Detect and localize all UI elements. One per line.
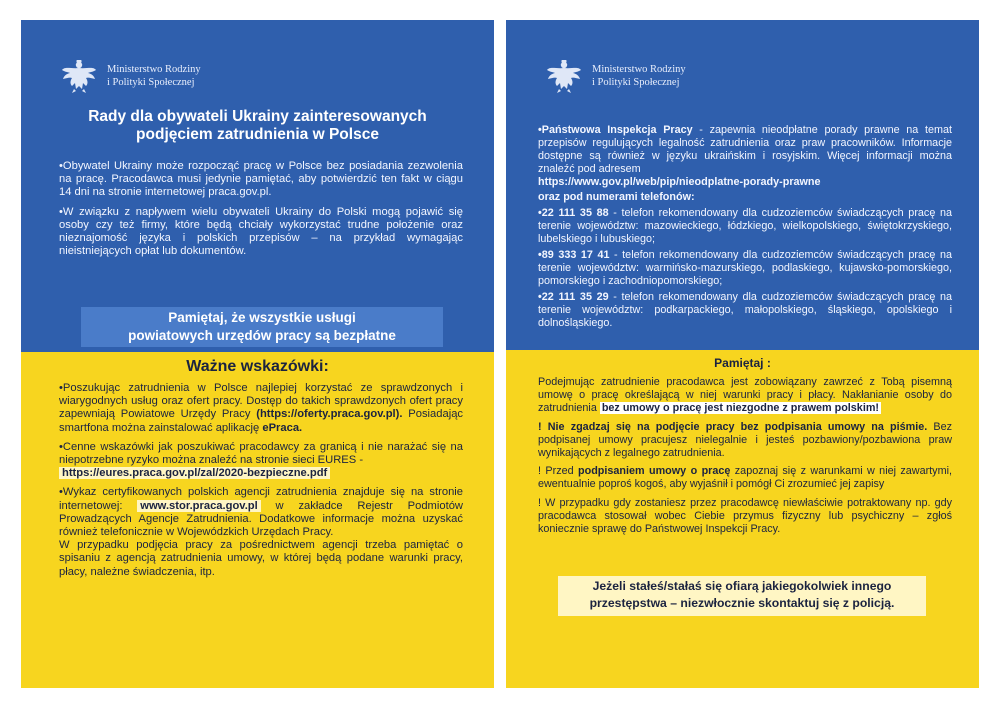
phone-number-3[interactable]: •22 111 35 29 — [538, 290, 609, 303]
intro-paragraph-1: •Obywatel Ukrainy może rozpocząć pracę w Polsce bez posiadania zezwolenia na pracę. Pracodawca musi jedynie pamiętać, aby potwierdzić ten fakt w ciągu 14 dni na stronie internetowej praca.gov.pl. — [59, 160, 463, 199]
blue-section — [21, 20, 494, 352]
phone-entry-3 — [538, 291, 952, 330]
pip-description: - zapewnia nieodpłatne porady prawne na temat przepisów regulujących legalność zatrudnienia oraz praw pracowników. Informacje dostępne są również w języku ukraińskim i rosyjskim. Więcej informacji można znaleźć pod adresem — [538, 124, 952, 175]
remember-2-text: Bez podpisanej umowy pracujesz nielegalnie i jesteś pozbawiony/pozbawiona praw wynikających z legalnego zatrudnienia. — [538, 420, 952, 459]
tip-3-text: •Wykaz certyfikowanych polskich agencji zatrudnienia znajduje się na stronie internetowej: — [59, 486, 463, 512]
title-line-1: Rady dla obywateli Ukrainy zainteresowanych — [88, 108, 427, 125]
ministry-line-1: Ministerstwo Rodziny — [107, 64, 201, 75]
right-leaflet-panel — [506, 20, 979, 688]
remember-text — [538, 376, 952, 542]
ministry-logo — [544, 56, 686, 96]
phone-number-1[interactable]: •22 111 35 88 — [538, 207, 609, 220]
remember-paragraph-2 — [538, 421, 952, 460]
remember-paragraph-3 — [538, 465, 952, 491]
tip-1-text-2: Posiadając smartfona można zainstalować aplikację — [59, 408, 464, 434]
phone-number-2[interactable]: •89 333 17 41 — [538, 249, 610, 262]
remember-2-bold: ! Nie zgadzaj się na podjęcie pracy bez podpisania umowy na piśmie. — [538, 420, 928, 433]
ministry-line-2: i Polityki Społecznej — [107, 77, 195, 88]
tips-text — [59, 382, 463, 585]
intro-paragraph-2: •W związku z napływem wielu obywateli Ukrainy do Polski mogą pojawić się osoby czy też firmy, które będą chciały wykorzystać trudne położenie oraz nieznajomość języka i polskich przepisów – na przykład wymagając nieistniejących opłat lub dokumentów. — [59, 205, 463, 258]
phone-3-description: - telefon rekomendowany dla cudzoziemców świadczących pracę na terenie województw: podkarpackiego, małopolskiego, śląskiego, opolskiego i dolnośląskiego. — [538, 290, 952, 329]
pip-name: •Państwowa Inspekcja Pracy — [538, 124, 693, 136]
pip-text — [538, 124, 952, 330]
remember-1-bold: bez umowy o pracę jest niezgodne z prawem polskim! — [601, 401, 880, 414]
notice-line-1: Pamiętaj, że wszystkie usługi — [168, 310, 356, 325]
left-leaflet-panel — [21, 20, 494, 688]
phone-entry-2 — [538, 249, 952, 288]
ministry-line-1: Ministerstwo Rodziny — [592, 64, 686, 75]
tip-1-text: •Poszukując zatrudnienia w Polsce najlepiej korzystać ze sprawdzonych i wiarygodnych usług oraz ofert pracy. Dostęp do takich sprawdzonych ofert pracy zapewniają Powiatowe Urzędy Pracy — [59, 382, 463, 421]
tip-3-text-2: w zakładce Rejestr Podmiotów Prowadzących Agencje Zatrudnienia. Dodatkowe informacje można uzyskać również telefonicznie w Wojewódzkich Urzędach Pracy. — [59, 499, 463, 539]
title-line-2: podjęciem zatrudnienia w Polsce — [136, 126, 379, 143]
tip-paragraph-3 — [59, 486, 463, 539]
polish-eagle-icon — [59, 56, 99, 96]
police-line-2: przestępstwa – niezwłocznie skontaktuj się z policją. — [589, 596, 895, 610]
ministry-name — [107, 63, 201, 89]
police-notice — [558, 576, 926, 616]
remember-3-bold: podpisaniem umowy o pracę — [578, 465, 731, 478]
pip-url-link[interactable]: https://www.gov.pl/web/pip/nieodplatne-porady-prawne — [538, 175, 821, 188]
phone-1-description: - telefon rekomendowany dla cudzoziemców świadczących pracę na terenie województw: mazowieckiego, łódzkiego, wielkopolskiego, świętokrzyskiego, lubelskiego i lubuskiego; — [538, 207, 952, 246]
intro-text — [59, 160, 463, 264]
epraca-app-name: ePraca. — [262, 421, 303, 434]
notice-line-2: powiatowych urzędów pracy są bezpłatne — [128, 328, 396, 343]
page-title — [41, 108, 474, 144]
phone-entry-1 — [538, 207, 952, 246]
free-services-notice — [81, 307, 443, 347]
remember-1-text: Podejmując zatrudnienie pracodawca jest zobowiązany zawrzeć z Tobą pisemną umowę o pracę określającą w niej warunki pracy i płacy. Nakłanianie osoby do zatrudnienia — [538, 376, 952, 414]
ministry-line-2: i Polityki Społecznej — [592, 77, 680, 88]
police-line-1: Jeżeli stałeś/stałaś się ofiarą jakiegokolwiek innego — [592, 579, 892, 593]
tip-paragraph-4: W przypadku podjęcia pracy za pośrednictwem agencji trzeba pamiętać o spisaniu z agencją zatrudnienia umowy, w której będą podane warunki pracy, płacy, należne świadczenia, itp. — [59, 539, 463, 578]
phone-2-description: - telefon rekomendowany dla cudzoziemców świadczących pracę na terenie województw: warmińsko-mazurskiego, podlaskiego, kujawsko-pomorskiego, pomorskiego i zachodniopomorskiego; — [538, 249, 952, 287]
tip-2-text: •Cenne wskazówki jak poszukiwać pracodawcy za granicą i nie narażać się na niepotrzebne ryzyko można znaleźć na stronie sieci EURES - — [59, 440, 463, 467]
pip-paragraph — [538, 124, 952, 189]
remember-paragraph-4: ! W przypadku gdy zostaniesz przez pracodawcę niewłaściwie potraktowany np. gdy pracodawca stosował wobec Ciebie przymus fizyczny lub psychiczny – zgłoś koniecznie sprawę do Państwowej Inspekcji Pracy. — [538, 497, 952, 536]
ministry-logo — [59, 56, 201, 96]
stor-link[interactable]: www.stor.praca.gov.pl — [137, 500, 261, 512]
remember-heading: Pamiętaj : — [714, 356, 771, 370]
eures-link[interactable]: https://eures.praca.gov.pl/zal/2020-bezpieczne.pdf — [59, 467, 330, 479]
oferty-link[interactable]: (https://oferty.praca.gov.pl). — [256, 408, 403, 421]
remember-paragraph-1 — [538, 376, 952, 415]
tip-paragraph-1 — [59, 382, 463, 435]
remember-3-pre: ! Przed — [538, 465, 578, 478]
blue-section — [506, 20, 979, 350]
remember-3-text: zapoznaj się z warunkami w niej zawartymi, ewentualnie poproś kogoś, aby wyjaśnił i pomógł Ci zrozumieć jej zapisy — [538, 465, 952, 491]
important-tips-heading: Ważne wskazówki: — [186, 358, 329, 375]
tip-paragraph-2 — [59, 441, 463, 481]
polish-eagle-icon — [544, 56, 584, 96]
phones-label: oraz pod numerami telefonów: — [538, 190, 695, 203]
ministry-name — [592, 63, 686, 89]
